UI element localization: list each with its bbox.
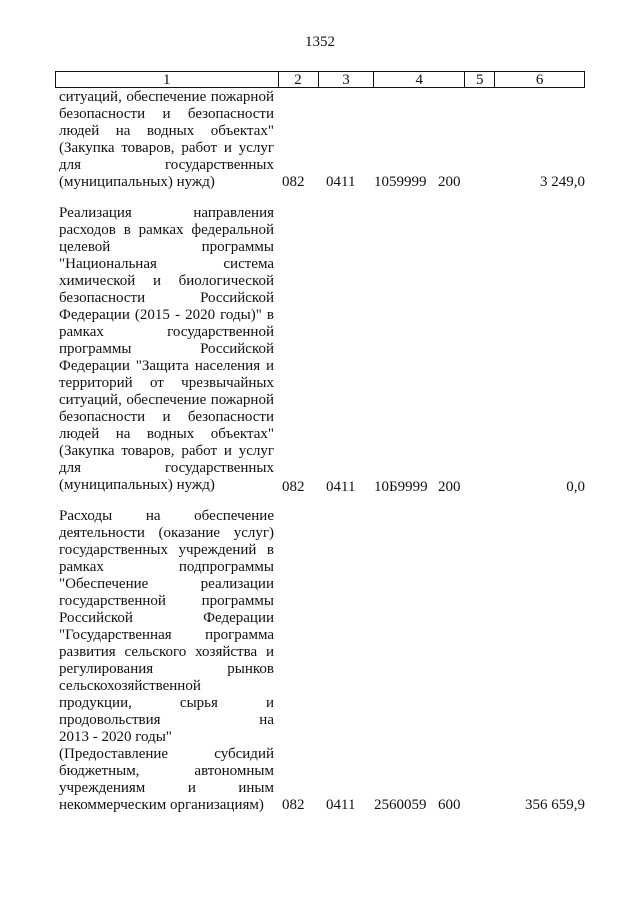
row-target-code: 1059999 <box>374 174 427 190</box>
row-section: 0411 <box>326 479 356 495</box>
description-line: 2013 - 2020 годы" <box>59 729 172 745</box>
column-header-target-code: 4 <box>374 72 465 88</box>
description-line: ситуаций, обеспечение пожарной <box>59 392 274 408</box>
column-header-expense-type: 5 <box>465 72 495 88</box>
description-line: Федерации "Защита населения и <box>59 358 274 374</box>
row-target-code: 10Б9999 <box>374 479 428 495</box>
row-section: 0411 <box>326 174 356 190</box>
description-line: деятельности (оказание услуг) <box>59 525 274 541</box>
description-line: программы Российской <box>59 341 274 357</box>
column-header-description: 1 <box>56 72 279 88</box>
description-line: (Закупка товаров, работ и услуг <box>59 140 274 156</box>
description-line: Реализация направления <box>59 205 274 221</box>
description-line: государственной программы <box>59 593 274 609</box>
description-line: бюджетным, автономным <box>59 763 274 779</box>
row-amount: 0,0 <box>566 479 585 495</box>
description-line: рамках подпрограммы <box>59 559 274 575</box>
description-line: Расходы на обеспечение <box>59 508 274 524</box>
description-line: продукции, сырья и <box>59 695 274 711</box>
description-line: безопасности Российской <box>59 290 274 306</box>
description-line: территорий от чрезвычайных <box>59 375 274 391</box>
row-target-code: 2560059 <box>374 797 427 813</box>
description-line: регулирования рынков <box>59 661 274 677</box>
description-line: "Обеспечение реализации <box>59 576 274 592</box>
description-line: химической и биологической <box>59 273 274 289</box>
column-header-grbs: 2 <box>279 72 319 88</box>
column-header-section: 3 <box>319 72 375 88</box>
row-amount: 356 659,9 <box>525 797 585 813</box>
description-line: развития сельского хозяйства и <box>59 644 274 660</box>
row-expense-type: 200 <box>438 174 461 190</box>
column-header-amount: 6 <box>535 72 544 88</box>
description-line: учреждениям и иным <box>59 780 274 796</box>
description-line: людей на водных объектах" <box>59 426 274 442</box>
row-description <box>59 89 274 191</box>
description-line: (муниципальных) нужд) <box>59 477 215 493</box>
row-description <box>59 205 274 494</box>
description-line: государственных учреждений в <box>59 542 274 558</box>
description-line: (муниципальных) нужд) <box>59 174 215 190</box>
row-expense-type: 200 <box>438 479 461 495</box>
row-description <box>59 508 274 814</box>
description-line: рамках государственной <box>59 324 274 340</box>
description-line: некоммерческим организациям) <box>59 797 264 813</box>
description-line: для государственных <box>59 460 274 476</box>
description-line: (Предоставление субсидий <box>59 746 274 762</box>
description-line: Российской Федерации <box>59 610 274 626</box>
description-line: (Закупка товаров, работ и услуг <box>59 443 274 459</box>
page-number: 1352 <box>305 34 335 50</box>
description-line: сельскохозяйственной <box>59 678 201 694</box>
row-grbs: 082 <box>282 797 305 813</box>
description-line: безопасности и безопасности <box>59 106 274 122</box>
description-line: расходов в рамках федеральной <box>59 222 274 238</box>
row-grbs: 082 <box>282 479 305 495</box>
description-line: "Национальная система <box>59 256 274 272</box>
row-expense-type: 600 <box>438 797 461 813</box>
description-line: целевой программы <box>59 239 274 255</box>
description-line: безопасности и безопасности <box>59 409 274 425</box>
row-grbs: 082 <box>282 174 305 190</box>
description-line: для государственных <box>59 157 274 173</box>
description-line: людей на водных объектах" <box>59 123 274 139</box>
description-line: продовольствия на <box>59 712 274 728</box>
row-section: 0411 <box>326 797 356 813</box>
description-line: ситуаций, обеспечение пожарной <box>59 89 274 105</box>
description-line: Федерации (2015 - 2020 годы)" в <box>59 307 274 323</box>
table-header <box>55 71 585 88</box>
description-line: "Государственная программа <box>59 627 274 643</box>
row-amount: 3 249,0 <box>540 174 585 190</box>
